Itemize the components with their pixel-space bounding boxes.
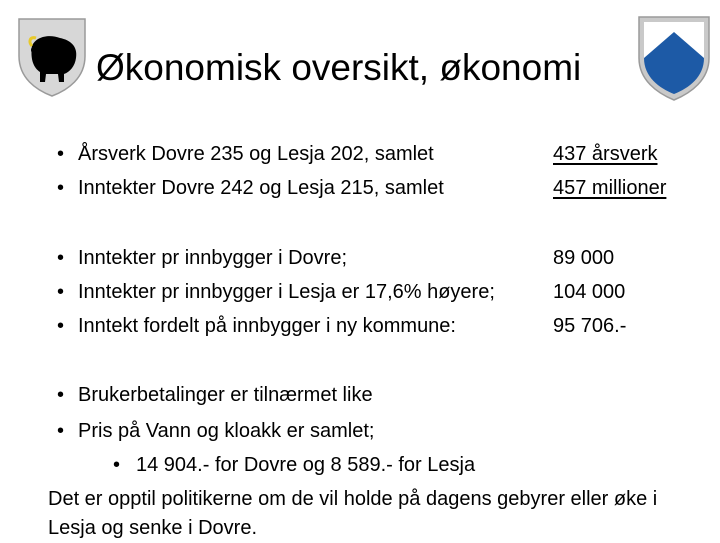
list-item-text: Inntekter pr innbygger i Lesja er 17,6% høyere; <box>78 281 495 303</box>
closing-paragraph: Det er opptil politikerne om de vil holde på dagens gebyrer eller øke i Lesja og senke i Dovre. <box>48 488 658 539</box>
list-item-text: Årsverk Dovre 235 og Lesja 202, samlet <box>78 143 434 165</box>
list-item-text: Brukerbetalinger er tilnærmet like <box>78 384 373 406</box>
list-item-value: 104 000 <box>553 281 626 303</box>
sub-list-item-text: 14 904.- for Dovre og 8 589.- for Lesja <box>136 454 476 476</box>
list-item-text: Inntekter pr innbygger i Dovre; <box>78 247 348 269</box>
bullet: • <box>57 177 65 199</box>
list-item-value: 89 000 <box>553 247 615 269</box>
page-title: Økonomisk oversikt, økonomi <box>96 47 582 88</box>
bullet: • <box>113 454 121 476</box>
mountain-crest-icon <box>636 14 712 102</box>
list-item-value: 457 millioner <box>553 177 667 199</box>
list-item-value: 437 årsverk <box>553 143 658 165</box>
bullet: • <box>57 420 65 442</box>
bullet: • <box>57 384 65 406</box>
bullet: • <box>57 143 65 165</box>
list-item-text: Inntekter Dovre 242 og Lesja 215, samlet <box>78 177 444 199</box>
bullet: • <box>57 281 65 303</box>
list-item-text: Inntekt fordelt på innbygger i ny kommune: <box>78 315 456 337</box>
bullet: • <box>57 247 65 269</box>
musk-ox-crest-icon <box>16 16 88 98</box>
list-item-text: Pris på Vann og kloakk er samlet; <box>78 420 375 442</box>
list-item-value: 95 706.- <box>553 315 627 337</box>
bullet: • <box>57 315 65 337</box>
